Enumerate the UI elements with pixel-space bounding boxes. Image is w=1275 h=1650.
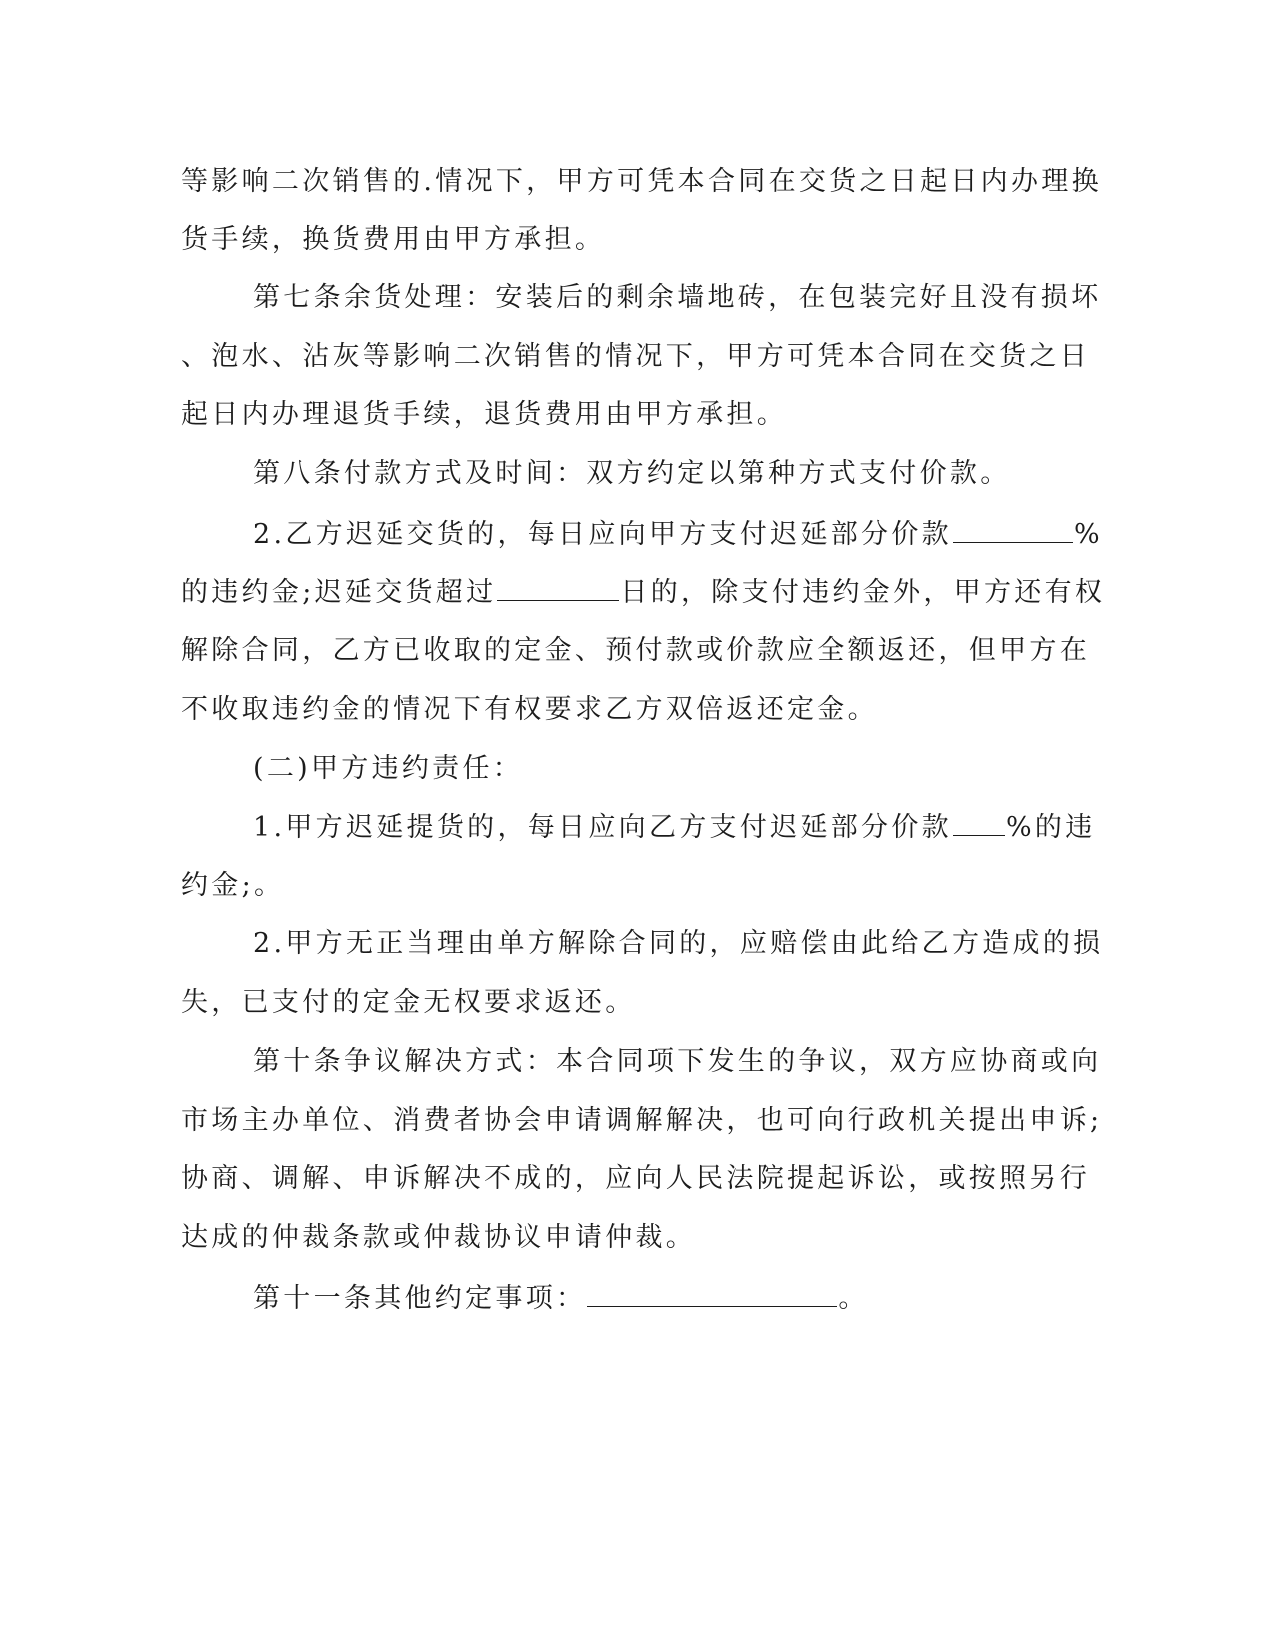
text-span: 解除合同，乙方已收取的定金、预付款或价款应全额返还，但甲方在 xyxy=(181,635,1090,666)
section-heading-buyer-liability xyxy=(0,747,1275,791)
text-span: 的违约金;迟延交货超过 xyxy=(181,577,497,608)
fill-blank[interactable] xyxy=(497,570,619,601)
text-line xyxy=(0,1157,1275,1201)
text-span: 市场主办单位、消费者协会申请调解解决，也可向行政机关提出申诉; xyxy=(181,1105,1103,1136)
paragraph-buyer-delay xyxy=(0,805,1275,849)
text-span: %的违 xyxy=(1005,812,1096,843)
text-span: 第十条争议解决方式：本合同项下发生的争议，双方应协商或向 xyxy=(253,1046,1102,1077)
text-line xyxy=(0,218,1275,262)
paragraph-article-7 xyxy=(0,276,1275,320)
text-span: 起日内办理退货手续，退货费用由甲方承担。 xyxy=(181,399,787,430)
text-line xyxy=(0,864,1275,908)
paragraph-article-10 xyxy=(0,1040,1275,1084)
text-line xyxy=(0,1216,1275,1260)
text-span: % xyxy=(1073,519,1103,550)
text-span: 不收取违约金的情况下有权要求乙方双倍返还定金。 xyxy=(181,694,878,725)
text-span: 约金;。 xyxy=(181,870,285,901)
text-span: 第七条余货处理：安装后的剩余墙地砖，在包装完好且没有损坏 xyxy=(253,282,1102,313)
text-span: 第十一条其他约定事项： xyxy=(253,1283,587,1314)
text-line xyxy=(0,160,1275,204)
text-span: 。 xyxy=(838,1283,869,1314)
paragraph-seller-delay xyxy=(0,512,1275,556)
paragraph-buyer-termination xyxy=(0,922,1275,966)
text-span: 失，已支付的定金无权要求返还。 xyxy=(181,987,636,1018)
text-span: 等影响二次销售的.情况下，甲方可凭本合同在交货之日起日内办理换 xyxy=(181,166,1102,197)
text-span: 1.甲方迟延提货的，每日应向乙方支付迟延部分价款 xyxy=(253,812,952,843)
fill-blank[interactable] xyxy=(587,1276,837,1307)
text-line xyxy=(0,393,1275,437)
text-line xyxy=(0,981,1275,1025)
text-span: 达成的仲裁条款或仲裁协议申请仲裁。 xyxy=(181,1222,697,1253)
text-line xyxy=(0,570,1275,614)
text-span: 协商、调解、申诉解决不成的，应向人民法院提起诉讼，或按照另行 xyxy=(181,1163,1090,1194)
text-span: 第八条付款方式及时间：双方约定以第种方式支付价款。 xyxy=(253,458,1011,489)
text-line xyxy=(0,688,1275,732)
text-line xyxy=(0,1099,1275,1143)
text-span: 、泡水、沾灰等影响二次销售的情况下，甲方可凭本合同在交货之日 xyxy=(181,341,1090,372)
fill-blank[interactable] xyxy=(953,805,1005,836)
paragraph-article-8 xyxy=(0,452,1275,496)
text-span: 货手续，换货费用由甲方承担。 xyxy=(181,224,606,255)
text-span: (二)甲方违约责任： xyxy=(253,753,524,784)
text-span: 2.乙方迟延交货的，每日应向甲方支付迟延部分价款 xyxy=(253,519,952,550)
fill-blank[interactable] xyxy=(953,512,1073,543)
paragraph-article-11 xyxy=(0,1276,1275,1320)
text-span: 2.甲方无正当理由单方解除合同的，应赔偿由此给乙方造成的损 xyxy=(253,928,1104,959)
text-line xyxy=(0,335,1275,379)
text-line xyxy=(0,629,1275,673)
text-span: 日的，除支付违约金外，甲方还有权 xyxy=(620,577,1106,608)
